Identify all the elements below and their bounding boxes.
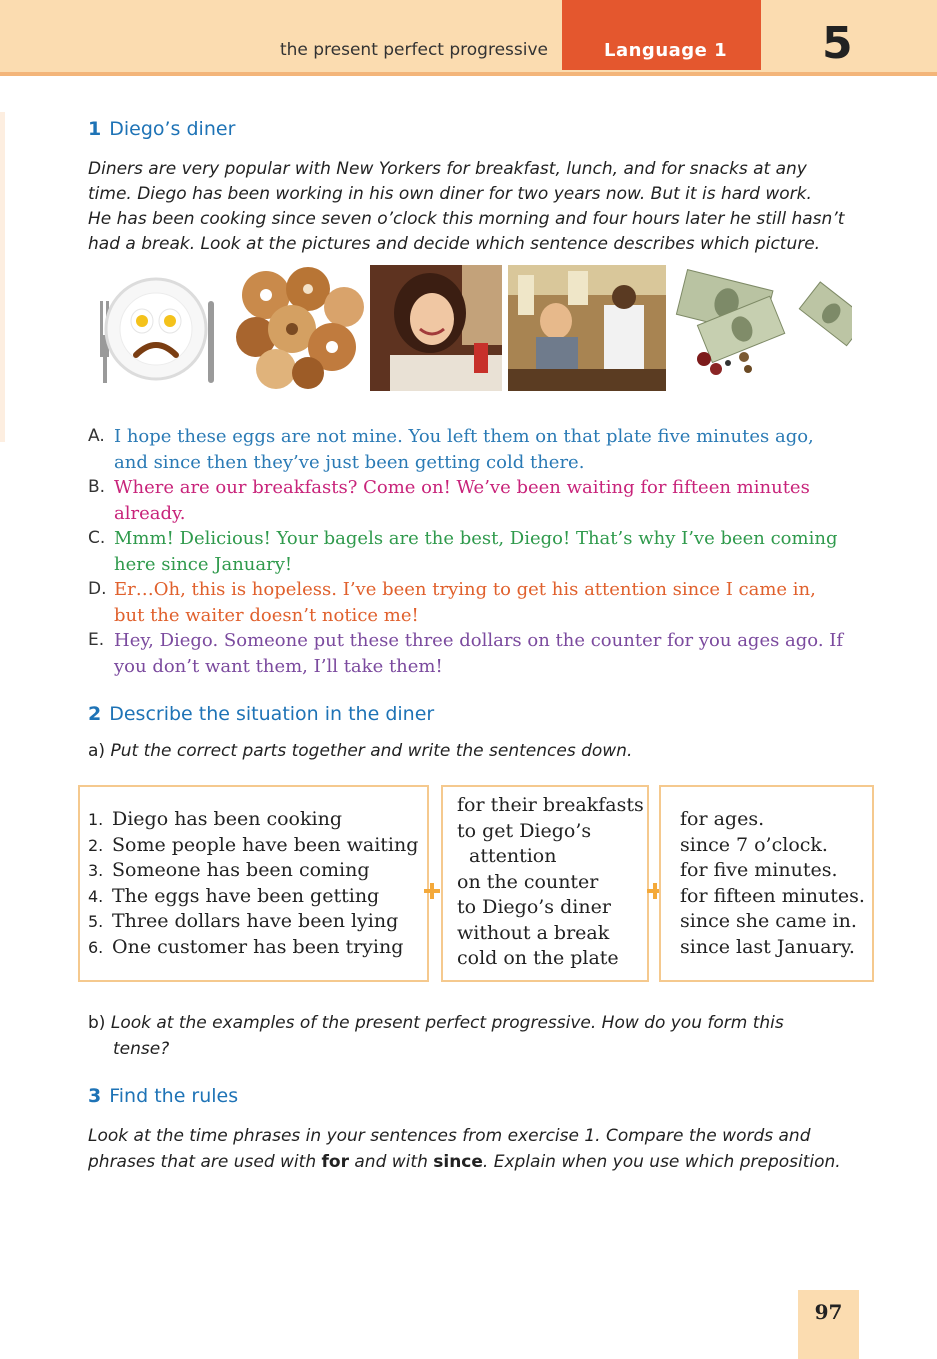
keyword-since: since [433, 1152, 483, 1172]
sentence-e [88, 628, 878, 679]
part-label: b) [88, 1013, 106, 1033]
list-item: cold on the plate [457, 947, 619, 969]
intro-line: He has been cooking since seven o’clock this morning and four hours later he still hasn’t [88, 209, 845, 229]
unit-number: 5 [822, 18, 853, 69]
sentence-label: E. [88, 630, 105, 650]
sentence-line: Mmm! Delicious! Your bagels are the best, Diego! That’s why I’ve been coming [114, 528, 838, 549]
list-item: 5. Three dollars have been lying [88, 910, 399, 932]
list-item: since 7 o’clock. [680, 833, 828, 856]
sentence-a [88, 424, 878, 475]
sentence-label: D. [88, 579, 107, 599]
sentence-label: C. [88, 528, 106, 548]
bagels-photo [236, 265, 364, 391]
exercise-3-title [88, 1085, 238, 1107]
section-tab-label: Language 1 [604, 40, 728, 61]
part-label: a) [88, 741, 106, 761]
plus-icon [422, 881, 442, 901]
header-band [0, 0, 937, 72]
sentence-line: I hope these eggs are not mine. You left them on that plate five minutes ago, [114, 426, 814, 447]
sentence-d [88, 577, 878, 628]
exercise-number: 3 [88, 1085, 102, 1107]
exercise-number: 2 [88, 703, 102, 725]
list-item: attention [469, 845, 557, 867]
intro-line: Diners are very popular with New Yorkers for breakfast, lunch, and for snacks at any [88, 159, 807, 179]
list-item: since last January. [680, 935, 855, 958]
sentence-line: you don’t want them, I’ll take them! [114, 655, 443, 677]
list-item: on the counter [457, 870, 599, 893]
list-item: since she came in. [680, 910, 857, 932]
exercise-1-intro [88, 157, 878, 257]
list-item: to Diego’s diner [457, 896, 611, 918]
keyword-for: for [321, 1152, 349, 1172]
sentence-line: Er…Oh, this is hopeless. I’ve been trying to get his attention since I came in, [114, 579, 816, 600]
list-item: 1. Diego has been cooking [88, 808, 342, 830]
instruction-line: Look at the time phrases in your sentences from exercise 1. Compare the words and [88, 1126, 811, 1146]
section-tab [562, 0, 761, 70]
exercise-2-title [88, 703, 434, 725]
list-item: without a break [457, 921, 610, 944]
sentence-line: but the waiter doesn’t notice me! [114, 604, 419, 626]
sentence-b [88, 475, 878, 526]
instruction-line: phrases that are used with for and with since. Explain when you use which preposition. [88, 1152, 841, 1172]
sentence-line: Where are our breakfasts? Come on! We’ve been waiting for fifteen minutes [114, 477, 810, 498]
subjects-box [78, 785, 429, 982]
sentence-c [88, 526, 878, 577]
intro-line: time. Diego has been working in his own diner for two years now. But it is hard work. [88, 184, 812, 204]
list-item: to get Diego’s [457, 819, 592, 842]
list-item: 2. Some people have been waiting [88, 833, 419, 856]
list-item: 4. The eggs have been getting [88, 884, 380, 907]
sentence-line: Hey, Diego. Someone put these three dollars on the counter for you ages ago. If [114, 630, 844, 651]
middles-box [441, 785, 649, 982]
list-item: for fifteen minutes. [680, 884, 865, 907]
smiling-woman-photo [370, 265, 502, 391]
exercise-1-title [88, 118, 235, 140]
sentence-line: here since January! [114, 553, 293, 575]
sad-face-plate-icon [90, 265, 230, 391]
list-item: 3. Someone has been coming [88, 859, 370, 881]
list-item: for five minutes. [680, 859, 838, 881]
chapter-topic: the present perfect progressive [279, 40, 548, 60]
part-text: tense? [113, 1039, 170, 1059]
list-item: for their breakfasts [457, 794, 644, 816]
diner-waiter-photo [508, 265, 666, 391]
sentence-label: A. [88, 426, 105, 446]
exercise-number: 1 [88, 118, 102, 140]
exercise-title-text: Find the rules [109, 1085, 239, 1107]
sentence-line: already. [114, 502, 186, 524]
dollar-bills-photo [670, 265, 852, 391]
part-text: Put the correct parts together and write the sentences down. [110, 741, 633, 761]
exercise-title-text: Diego’s diner [109, 118, 236, 140]
list-item: for ages. [680, 808, 765, 830]
exercise-2a-instruction [88, 741, 632, 761]
list-item: 6. One customer has been trying [88, 935, 404, 958]
picture-strip [90, 265, 852, 391]
exercise-2b-instruction [88, 1010, 784, 1062]
time-phrases-box [659, 785, 874, 982]
margin-mark [0, 112, 5, 442]
header-rule [0, 72, 937, 76]
page-number: 97 [814, 1300, 843, 1324]
sentence-label: B. [88, 477, 106, 497]
sentence-line: and since then they’ve just been getting cold there. [114, 451, 585, 473]
exercise-3-instruction [88, 1123, 878, 1175]
intro-line: had a break. Look at the pictures and decide which sentence describes which picture. [88, 234, 821, 254]
part-text: Look at the examples of the present perfect progressive. How do you form this [110, 1013, 784, 1033]
exercise-title-text: Describe the situation in the diner [109, 703, 435, 725]
